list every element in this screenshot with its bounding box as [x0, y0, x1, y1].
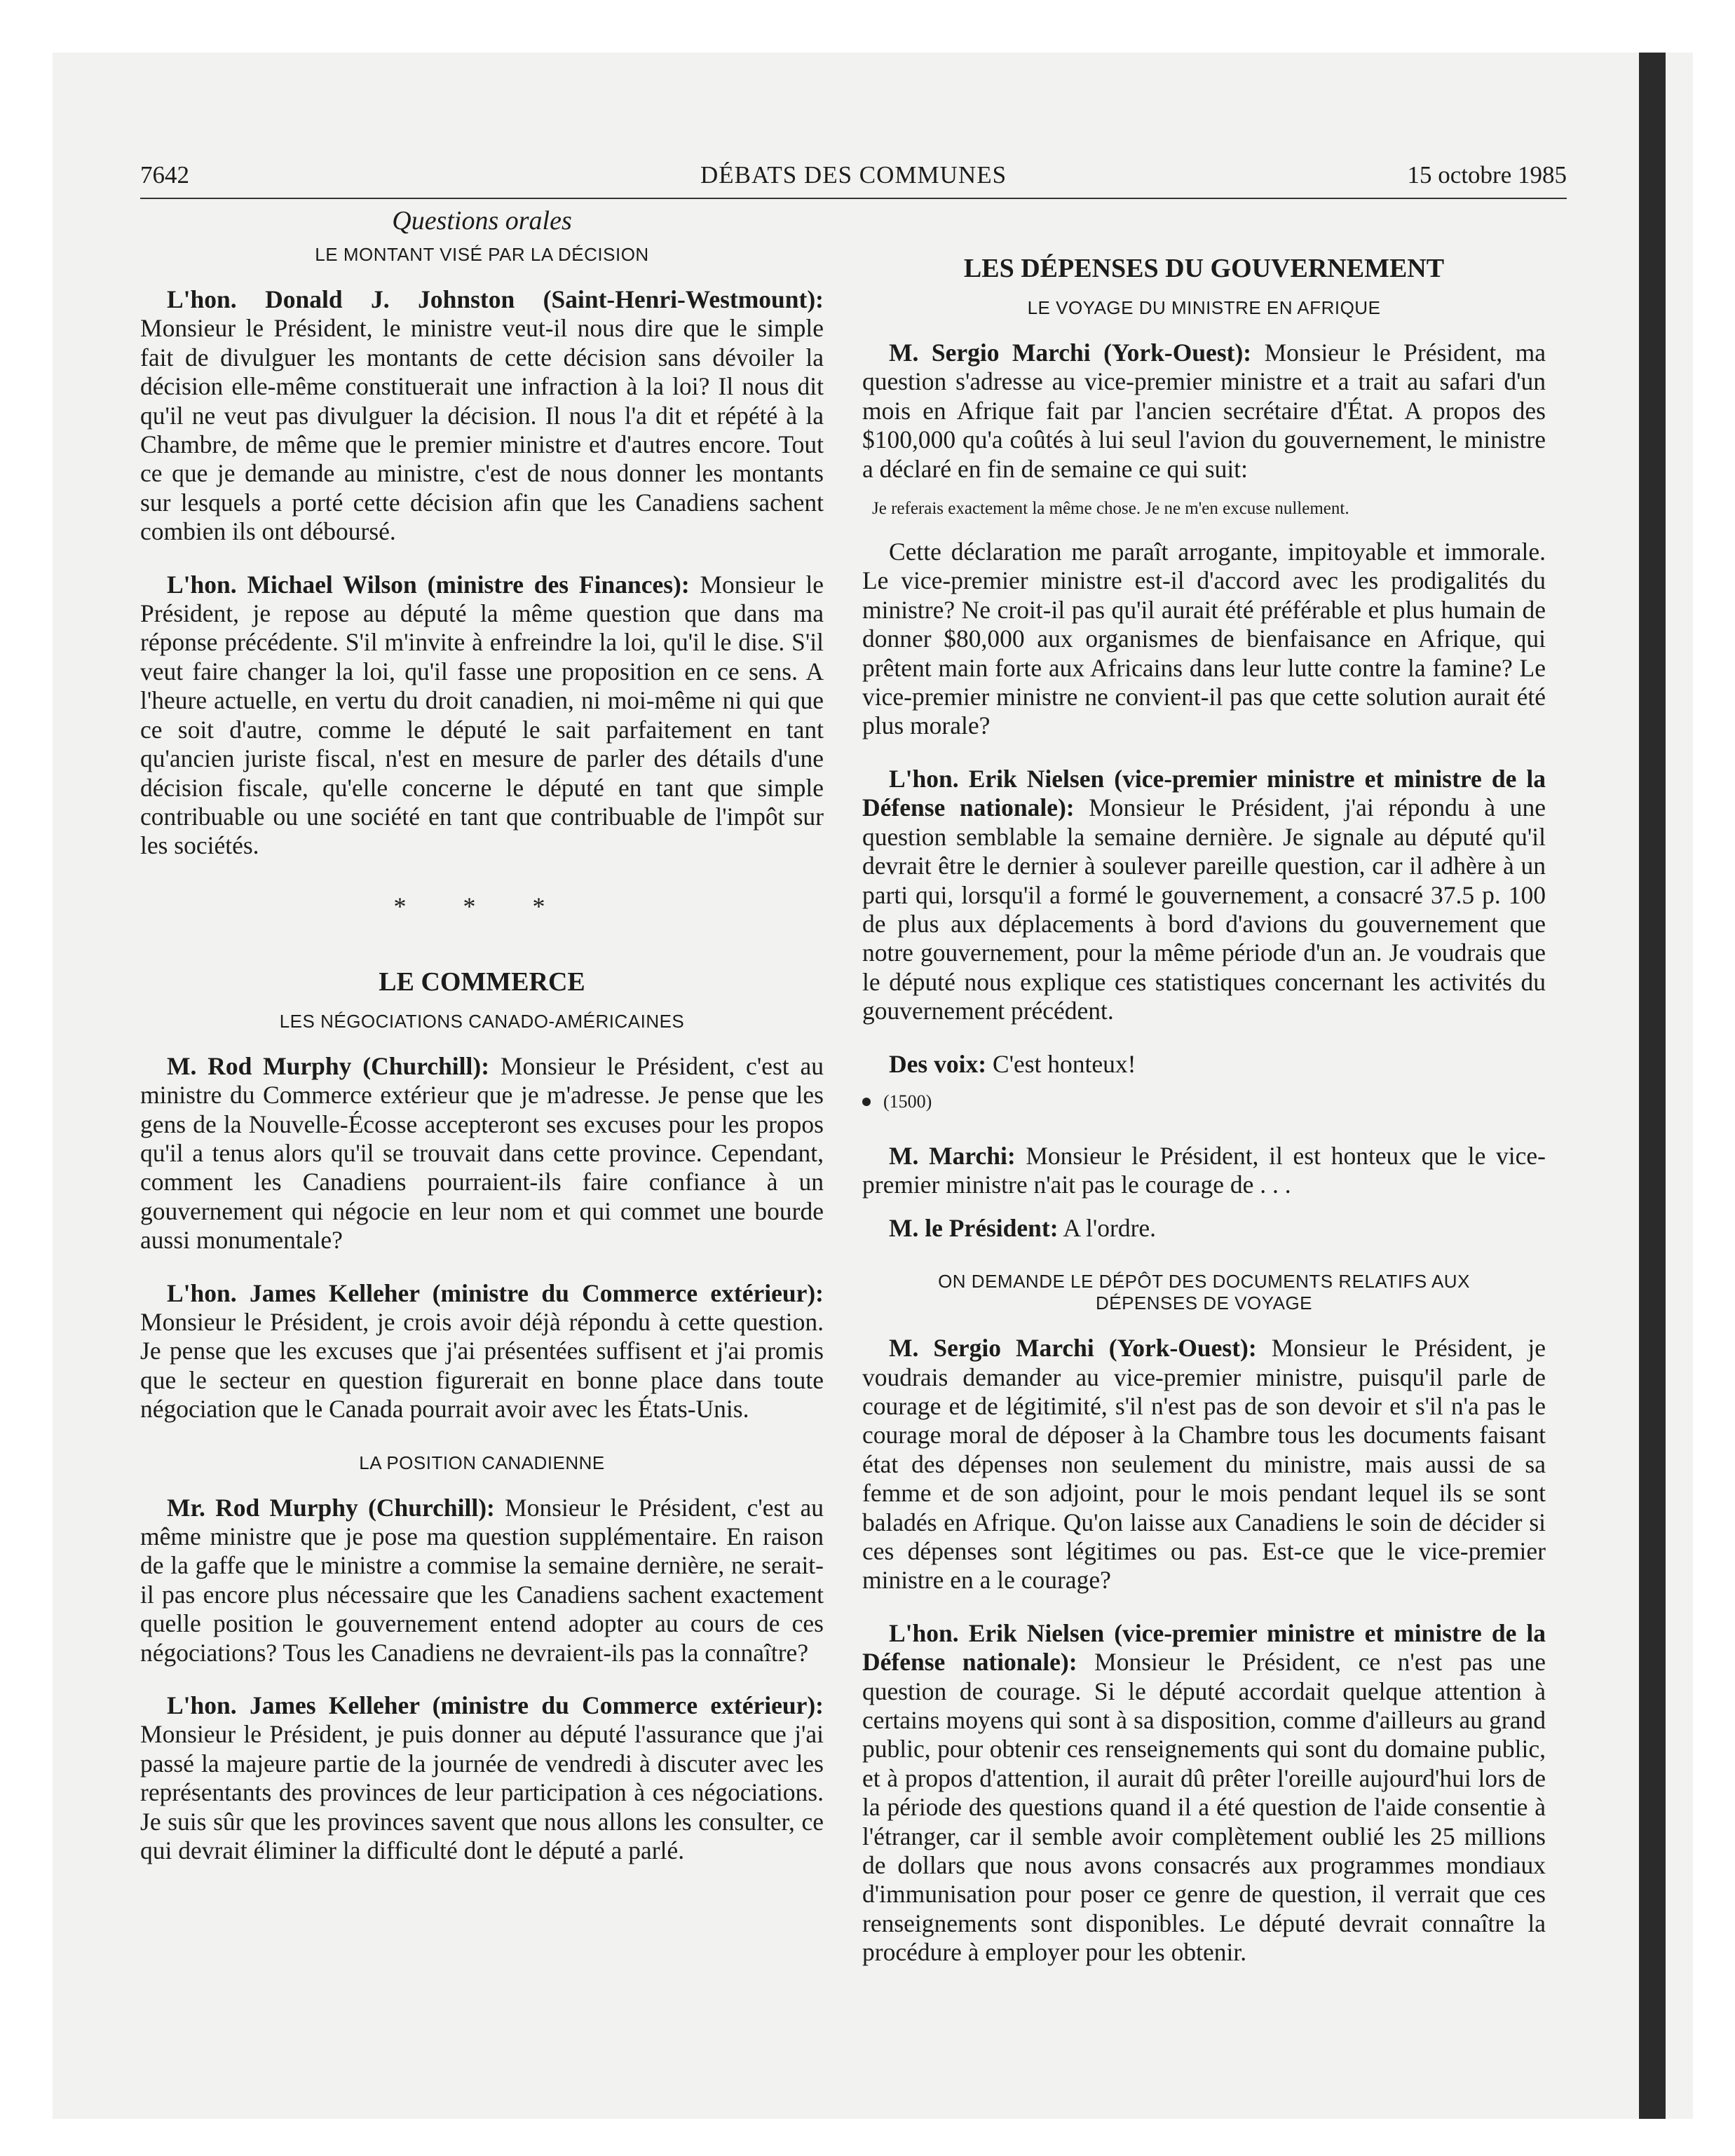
speech-paragraph: [862, 339, 1546, 484]
speech-text: Monsieur le Président, je voudrais demander au vice-premier ministre, puisqu'il parle de courage et de légitimité, s'il n'est pas de son devoir et s'il n'a pas le courage moral de déposer à la Chambre tous les documents faisant état des dépenses non seulement du ministre, mais aussi de sa femme et de son adjoint, pour le mois pendant lequel ils se sont baladés en Afrique. Qu'on laisse aux Canadiens le soin de décider si ces dépenses sont légitimes ou pas. Est-ce que le vice-premier ministre en a le courage?: [862, 1334, 1546, 1595]
speech-paragraph: [140, 1494, 824, 1667]
speech-text: Monsieur le Président, ma question s'adresse au vice-premier ministre et a trait au safari d'un mois en Afrique fait par l'ancien secrétaire d'État. A propos des $100,000 qu'a coûtés à lui seul l'avion du gouvernement, le ministre a déclaré en fin de semaine ce qui suit:: [862, 339, 1546, 483]
speech-text: Monsieur le Président, j'ai répondu à une question semblable la semaine dernière. Je signale au député qu'il devrait être le dernier à soulever pareille question, car il adhère à un parti qui, lorsqu'il a formé le gouvernement, a consacré 37.5 p. 100 de plus aux déplacements à bord d'avions du gouvernement que notre gouvernement, pour la même période d'un an. Je voudrais que le député nous explique ces statistiques concernant les activités du gouvernement précédent.: [862, 793, 1546, 1025]
speech-text: A l'ordre.: [1058, 1213, 1157, 1242]
subheading-line: DÉPENSES DE VOYAGE: [1095, 1292, 1313, 1314]
speech-paragraph: [862, 1142, 1546, 1200]
publication-title: DÉBATS DES COMMUNES: [700, 161, 1007, 189]
page-date: 15 octobre 1985: [1407, 161, 1567, 189]
speech-text: Monsieur le Président, il est honteux que le vice-premier ministre n'ait pas le courage de . . .: [862, 1141, 1546, 1199]
speaker-name: L'hon. Michael Wilson (ministre des Finances):: [167, 570, 690, 599]
quotation: Je referais exactement la même chose. Je ne m'en excuse nullement.: [872, 499, 1349, 519]
subheading-line: ON DEMANDE LE DÉPÔT DES DOCUMENTS RELATIFS AUX: [938, 1271, 1470, 1292]
subheading: LE MONTANT VISÉ PAR LA DÉCISION: [315, 244, 649, 265]
speech-text: Monsieur le Président, je puis donner au député l'assurance que j'ai passé la majeure partie de la journée de vendredi à discuter avec les représentants des provinces de leur participation à ces négociations. Je suis sûr que les provinces savent que nous allons les consulter, ce qui devrait éliminer la difficulté dont le député a parlé.: [140, 1720, 824, 1865]
page-header: [140, 160, 1567, 199]
time-marker: [862, 1091, 1546, 1112]
speaker-name: M. Sergio Marchi (York-Ouest):: [889, 1334, 1257, 1363]
section-title: LE COMMERCE: [379, 967, 585, 997]
speech-text: Monsieur le Président, le ministre veut-il nous dire que le simple fait de divulguer les montants de cette décision sans dévoiler la décision elle-même constituerait une infraction à la loi? Il nous dit qu'il ne veut pas divulguer la décision. Il nous l'a dit et répété à la Chambre, de même que le premier ministre et d'autres encore. Tout ce que je demande au ministre, c'est de nous donner les montants sur lesquels a porté cette décision afin que les Canadiens sachent combien ils ont déboursé.: [140, 314, 824, 546]
scan-edge-bar: [1639, 53, 1666, 2119]
subheading: [862, 1271, 1546, 1314]
right-column: [862, 252, 1546, 1991]
topic-heading: Questions orales: [392, 206, 572, 236]
speech-paragraph: [862, 1334, 1546, 1595]
subheading: LE VOYAGE DU MINISTRE EN AFRIQUE: [1027, 297, 1381, 318]
speech-paragraph: [140, 571, 824, 861]
speech-paragraph: [862, 765, 1546, 1026]
speech-text: Monsieur le Président, c'est au ministre du Commerce extérieur que je m'adresse. Je pense que les gens de la Nouvelle-Écosse accepteront ses excuses pour les propos qu'il a tenus alors qu'il se trouvait dans cette province. Cependant, comment les Canadiens pourraient-ils faire confiance à un gouvernement qui négocie en leur nom et qui commet une bourde aussi monumentale?: [140, 1051, 824, 1255]
speaker-name: M. le Président:: [889, 1213, 1059, 1242]
speech-text: Monsieur le Président, je repose au député la même question que dans ma réponse précédente. S'il m'invite à enfreindre la loi, qu'il le dise. S'il veut faire changer la loi, qu'il fasse une proposition en ce sens. A l'heure actuelle, en vertu du droit canadien, ni moi-même ni qui que ce soit d'autre, comme le député le sait parfaitement en tant qu'ancien juriste fiscal, n'est en mesure de parler des détails d'une décision fiscale, qu'elle concerne le député en tant que simple contribuable ou une société en tant que contribuable de l'impôt sur les sociétés.: [140, 570, 824, 860]
subheading: LES NÉGOCIATIONS CANADO-AMÉRICAINES: [279, 1010, 685, 1032]
speech-paragraph: [862, 1214, 1546, 1243]
speech-text: C'est honteux!: [986, 1049, 1136, 1078]
speech-paragraph: [140, 1052, 824, 1255]
section-title: LES DÉPENSES DU GOUVERNEMENT: [963, 254, 1445, 283]
speaker-name: L'hon. Erik Nielsen (vice-premier ministre et ministre de la Défense nationale):: [862, 764, 1546, 822]
speech-text: Monsieur le Président, je crois avoir déjà répondu à cette question. Je pense que les excuses que j'ai présentées suffisent et j'ai promis que le secteur en question figurerait en bonne place dans toute négociation que le Canada pourrait avoir avec les États-Unis.: [140, 1307, 824, 1424]
speaker-name: Mr. Rod Murphy (Churchill):: [167, 1493, 495, 1522]
speech-paragraph: [862, 1619, 1546, 1967]
speech-paragraph: [862, 1050, 1546, 1079]
speaker-name: L'hon. Erik Nielsen (vice-premier ministre et ministre de la Défense nationale):: [862, 1618, 1546, 1677]
speaker-name: Des voix:: [889, 1049, 987, 1078]
page-number: 7642: [140, 161, 189, 189]
speaker-name: L'hon. James Kelleher (ministre du Commerce extérieur):: [167, 1278, 824, 1307]
speaker-name: M. Rod Murphy (Churchill):: [167, 1051, 490, 1080]
section-separator: * * *: [393, 892, 571, 920]
time-label: (1500): [883, 1091, 932, 1112]
speech-paragraph: Cette déclaration me paraît arrogante, impitoyable et immorale. Le vice-premier ministre est-il d'accord avec les prodigalités du ministre? Ne croit-il pas qu'il aurait été préférable et plus humain de donner $80,000 aux organismes de bienfaisance en Afrique, qui prêtent main forte aux Africains dans leur lutte contre la famine? Le vice-premier ministre ne convient-il pas que cette solution aurait été plus morale?: [862, 538, 1546, 740]
bullet-icon: [862, 1098, 871, 1106]
speaker-name: L'hon. James Kelleher (ministre du Commerce extérieur):: [167, 1691, 824, 1720]
speech-paragraph: [140, 1279, 824, 1424]
speech-paragraph: [140, 1691, 824, 1865]
speaker-name: M. Marchi:: [889, 1141, 1016, 1170]
left-column: [140, 205, 824, 1889]
speech-text: Monsieur le Président, c'est au même ministre que je pose ma question supplémentaire. En raison de la gaffe que le ministre a commise la semaine dernière, ne serait-il pas encore plus nécessaire que les Canadiens sachent exactement quelle position le gouvernement entend adopter au cours de ces négociations? Tous les Canadiens ne devraient-ils pas la connaître?: [140, 1493, 824, 1667]
speaker-name: L'hon. Donald J. Johnston (Saint-Henri-Westmount):: [167, 285, 824, 313]
speaker-name: M. Sergio Marchi (York-Ouest):: [889, 339, 1252, 367]
speech-paragraph: [140, 285, 824, 547]
subheading: LA POSITION CANADIENNE: [359, 1452, 605, 1473]
speech-text: Monsieur le Président, ce n'est pas une question de courage. Si le député accordait quelque attention à certains moyens qui sont à sa disposition, comme d'ailleurs au grand public, pour obtenir ces renseignements qui sont du domaine public, et à propos d'attention, il aurait dû prêter l'oreille aujourd'hui lors de la période des questions quand il a été question de l'aide consentie à l'étranger, car il semble avoir complètement oublié les 25 millions de dollars que nous avons consacrés aux programmes mondiaux d'immunisation pour poser ce genre de question, il verrait que ces renseignements sont disponibles. Le député devrait connaître la procédure à employer pour les obtenir.: [862, 1648, 1546, 1967]
